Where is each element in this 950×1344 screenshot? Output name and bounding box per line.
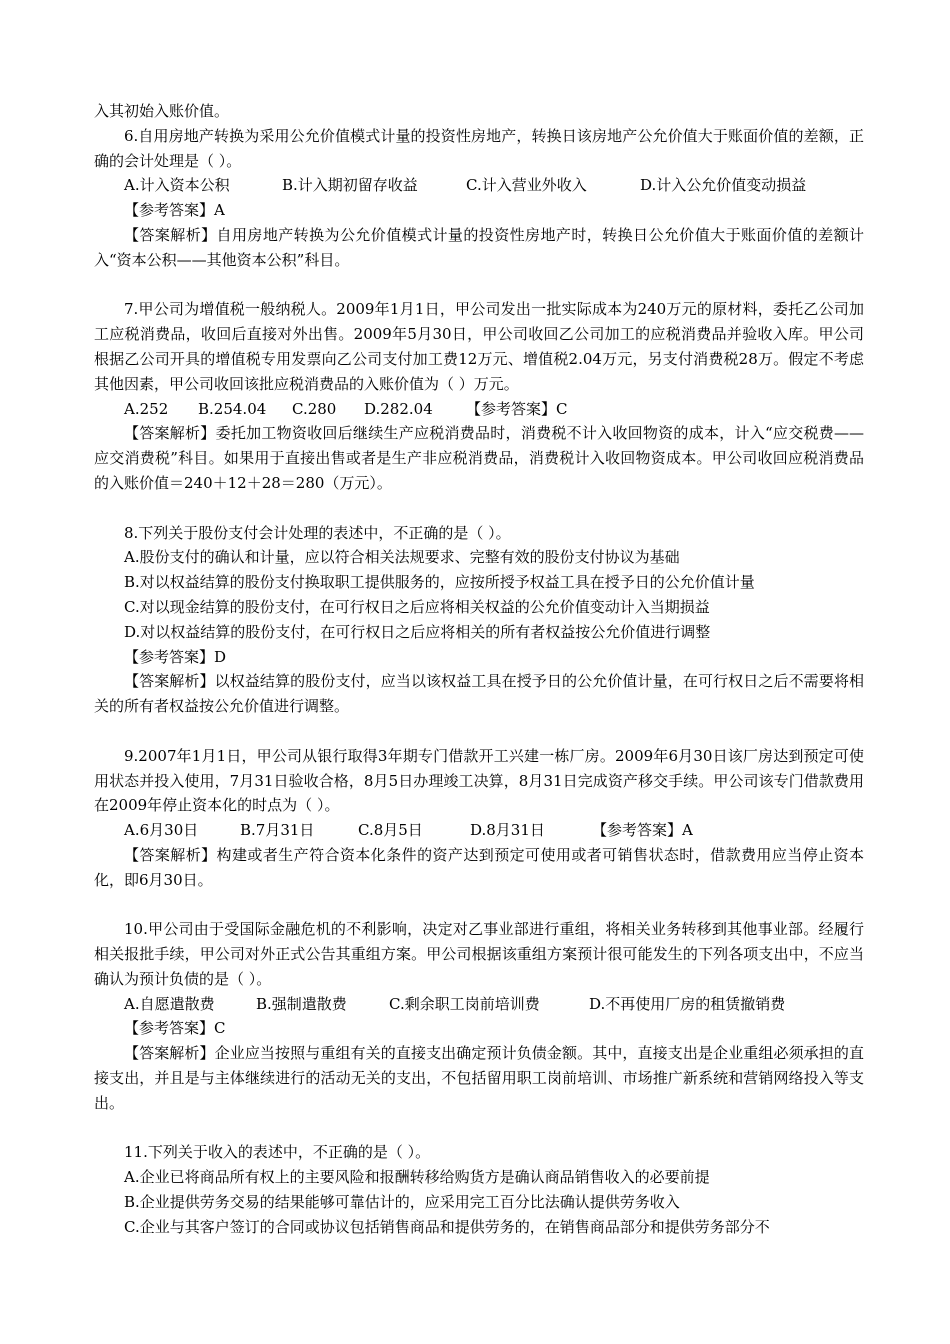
question-10-option-a: A.自愿遣散费 xyxy=(124,994,215,1013)
question-9-option-c: C.8月5日 xyxy=(358,821,423,840)
question-6-option-a: A.计入资本公积 xyxy=(124,176,230,195)
spacer xyxy=(94,273,864,298)
question-9-option-d: D.8月31日 xyxy=(470,821,545,840)
question-6-answer: 【参考答案】A xyxy=(124,201,225,220)
spacer xyxy=(94,1116,864,1141)
question-6: 6.自用房地产转换为采用公允价值模式计量的投资性房地产，转换日该房地产公允价值大于账面价值的差额，正确的会计处理是（ ）。 xyxy=(94,126,864,170)
question-6-option-b: B.计入期初留存收益 xyxy=(282,176,418,195)
spacer xyxy=(94,496,864,521)
question-7: 7.甲公司为增值税一般纳税人。2009年1月1日，甲公司发出一批实际成本为240万元的原材料，委托乙公司加工应税消费品，收回后直接对外出售。2009年5月30日，甲公司收回乙公司加工的应税消费品并验收入库。甲公司根据乙公司开具的增值税专用发票向乙公司支付加工费12万元、增值税2.04万元，另支付消费税28万。假定不考虑其他因素，甲公司收回该批应税消费品的入账价值为（ ）万元。 xyxy=(94,300,864,393)
question-8-explanation: 【答案解析】以权益结算的股份支付，应当以该权益工具在授予日的公允价值计量，在可行权日之后不需要将相关的所有者权益按公允价值进行调整。 xyxy=(94,672,864,716)
question-7-option-c: C.280 xyxy=(292,399,337,418)
question-7-option-d: D.282.04 xyxy=(364,399,433,418)
question-11-option-a: A.企业已将商品所有权上的主要风险和报酬转移给购货方是确认商品销售收入的必要前提 xyxy=(124,1168,710,1187)
question-8-option-d: D.对以权益结算的股份支付，在可行权日之后应将相关的所有者权益按公允价值进行调整 xyxy=(124,622,711,641)
question-11: 11.下列关于收入的表述中，不正确的是（ ）。 xyxy=(124,1143,431,1162)
spacer xyxy=(94,719,864,744)
question-6-explanation: 【答案解析】自用房地产转换为公允价值模式计量的投资性房地产时，转换日公允价值大于账面价值的差额计入“资本公积——其他资本公积”科目。 xyxy=(94,225,864,269)
question-8-answer: 【参考答案】D xyxy=(124,647,227,666)
question-10-options xyxy=(94,992,864,1017)
question-9-options xyxy=(94,818,864,843)
question-7-option-a: A.252 xyxy=(124,399,169,418)
question-9-answer: 【参考答案】A xyxy=(592,821,693,840)
question-10-explanation: 【答案解析】企业应当按照与重组有关的直接支出确定预计负债金额。其中，直接支出是企业重组必须承担的直接支出，并且是与主体继续进行的活动无关的支出，不包括留用职工岗前培训、市场推广新系统和营销网络投入等支出。 xyxy=(94,1044,864,1112)
question-7-options xyxy=(94,397,864,422)
question-10-answer: 【参考答案】C xyxy=(124,1019,226,1038)
question-8-option-b: B.对以权益结算的股份支付换取职工提供服务的，应按所授予权益工具在授予日的公允价值计量 xyxy=(124,573,755,592)
question-10-option-b: B.强制遣散费 xyxy=(256,994,347,1013)
continued-text: 入其初始入账价值。 xyxy=(94,102,230,120)
question-9-explanation: 【答案解析】构建或者生产符合资本化条件的资产达到预定可使用或者可销售状态时，借款费用应当停止资本化，即6月30日。 xyxy=(94,845,864,889)
question-9: 9.2007年1月1日，甲公司从银行取得3年期专门借款开工兴建一栋厂房。2009年6月30日该厂房达到预定可使用状态并投入使用，7月31日验收合格，8月5日办理竣工决算，8月31日完成资产移交手续。甲公司该专门借款费用在2009年停止资本化的时点为（ ）。 xyxy=(94,746,864,815)
question-11-option-c: C.企业与其客户签订的合同或协议包括销售商品和提供劳务的，在销售商品部分和提供劳务部分不 xyxy=(124,1217,770,1236)
question-8-option-a: A.股份支付的确认和计量，应以符合相关法规要求、完整有效的股份支付协议为基础 xyxy=(124,548,680,567)
question-7-option-b: B.254.04 xyxy=(198,399,267,418)
question-7-explanation: 【答案解析】委托加工物资收回后继续生产应税消费品时，消费税不计入收回物资的成本，计入“应交税费——应交消费税”科目。如果用于直接出售或者是生产非应税消费品，消费税计入收回物资成本。甲公司收回应税消费品的入账价值＝240＋12＋28＝280（万元）。 xyxy=(94,424,864,492)
question-9-option-b: B.7月31日 xyxy=(240,821,315,840)
question-7-answer: 【参考答案】C xyxy=(466,399,568,418)
spacer xyxy=(94,893,864,918)
question-8: 8.下列关于股份支付会计处理的表述中，不正确的是（ ）。 xyxy=(124,523,511,542)
question-6-option-c: C.计入营业外收入 xyxy=(466,176,587,195)
document-body xyxy=(94,99,864,1240)
question-10-option-c: C.剩余职工岗前培训费 xyxy=(389,994,540,1013)
question-6-options xyxy=(94,173,864,198)
question-6-option-d: D.计入公允价值变动损益 xyxy=(640,176,807,195)
question-8-option-c: C.对以现金结算的股份支付，在可行权日之后应将相关权益的公允价值变动计入当期损益 xyxy=(124,597,710,616)
question-11-option-b: B.企业提供劳务交易的结果能够可靠估计的，应采用完工百分比法确认提供劳务收入 xyxy=(124,1193,680,1212)
question-10: 10.甲公司由于受国际金融危机的不利影响，决定对乙事业部进行重组，将相关业务转移到其他事业部。经履行相关报批手续，甲公司对外正式公告其重组方案。甲公司根据该重组方案预计很可能发生的下列各项支出中，不应当确认为预计负债的是（ ）。 xyxy=(94,920,864,988)
question-10-option-d: D.不再使用厂房的租赁撤销费 xyxy=(589,994,786,1013)
question-9-option-a: A.6月30日 xyxy=(124,821,199,840)
